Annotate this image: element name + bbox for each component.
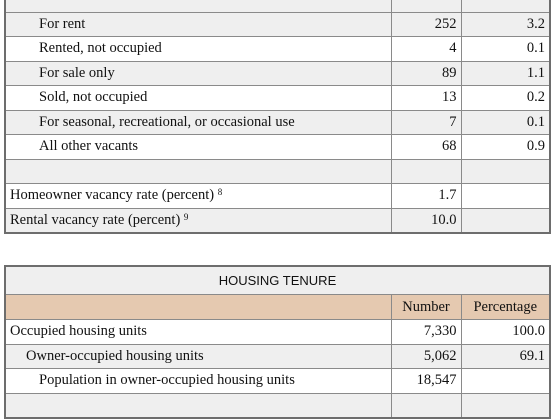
row-label (5, 0, 391, 12)
section-title-row (5, 266, 550, 295)
row-label: Occupied housing units (5, 320, 391, 345)
table-row (5, 135, 550, 160)
row-label (5, 184, 391, 209)
row-number: 68 (391, 135, 461, 160)
footnote-marker: 8 (217, 187, 223, 198)
table-row (5, 393, 550, 418)
row-number: 13 (391, 86, 461, 111)
table-row (5, 12, 550, 37)
row-percentage: 1.1 (461, 61, 550, 86)
row-percentage: 0.1 (461, 37, 550, 62)
table-row (5, 0, 550, 12)
row-number: 4 (391, 37, 461, 62)
table-row-spacer (5, 159, 550, 184)
row-percentage: 0.2 (461, 86, 550, 111)
row-number: 10.0 (391, 208, 461, 233)
row-percentage (461, 159, 550, 184)
row-label: Sold, not occupied (5, 86, 391, 111)
row-percentage (461, 369, 550, 394)
column-header-number: Number (391, 295, 461, 320)
table-row (5, 208, 550, 233)
row-percentage (461, 393, 550, 418)
row-number: 252 (391, 12, 461, 37)
footnote-marker: 9 (183, 211, 189, 222)
table-row (5, 344, 550, 369)
row-percentage (461, 184, 550, 209)
table-row (5, 369, 550, 394)
column-header-row (5, 295, 550, 320)
row-number: 18,547 (391, 369, 461, 394)
homeowner-vacancy-label: Homeowner vacancy rate (percent) (10, 187, 215, 204)
row-number: 7 (391, 110, 461, 135)
row-label (5, 159, 391, 184)
row-number: 5,062 (391, 344, 461, 369)
column-header-percentage: Percentage (461, 295, 550, 320)
row-label: Population in owner-occupied housing units (5, 369, 391, 394)
table-row (5, 320, 550, 345)
row-label: Owner-occupied housing units (5, 344, 391, 369)
row-label: All other vacants (5, 135, 391, 160)
table-row (5, 86, 550, 111)
row-percentage: 3.2 (461, 12, 550, 37)
table-row (5, 184, 550, 209)
row-percentage: 0.1 (461, 110, 550, 135)
table-row (5, 37, 550, 62)
column-header-blank (5, 295, 391, 320)
row-percentage: 69.1 (461, 344, 550, 369)
rental-vacancy-label: Rental vacancy rate (percent) (10, 211, 181, 228)
row-number (391, 0, 461, 12)
row-percentage: 0.9 (461, 135, 550, 160)
row-percentage (461, 0, 550, 12)
row-number: 89 (391, 61, 461, 86)
row-label (5, 208, 391, 233)
row-number: 1.7 (391, 184, 461, 209)
row-label (5, 393, 391, 418)
row-percentage: 100.0 (461, 320, 550, 345)
row-number (391, 159, 461, 184)
table-row (5, 61, 550, 86)
row-number (391, 393, 461, 418)
row-label: For sale only (5, 61, 391, 86)
table-row (5, 110, 550, 135)
row-label: Rented, not occupied (5, 37, 391, 62)
row-number: 7,330 (391, 320, 461, 345)
section-title: HOUSING TENURE (5, 266, 550, 295)
row-percentage (461, 208, 550, 233)
row-label: For seasonal, recreational, or occasional use (5, 110, 391, 135)
vacant-housing-table (4, 0, 551, 234)
housing-tenure-table (4, 265, 551, 419)
row-label: For rent (5, 12, 391, 37)
